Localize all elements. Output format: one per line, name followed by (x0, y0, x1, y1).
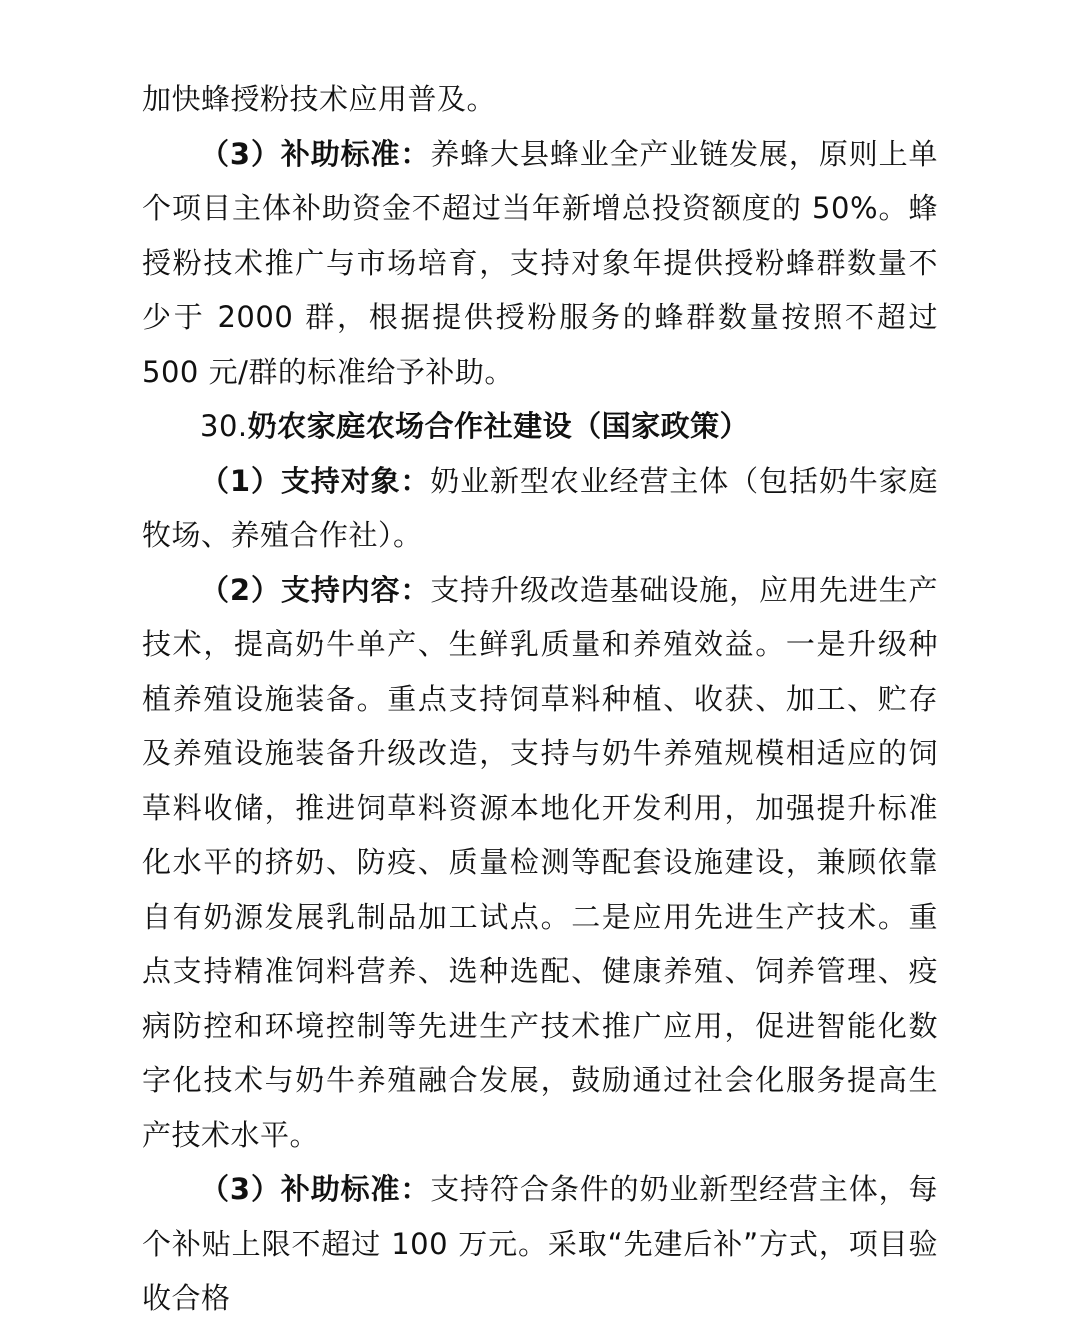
paragraph-2-subsidy-standard (142, 127, 938, 400)
section-heading-title: 奶农家庭农场合作社建设（国家政策） (247, 409, 750, 443)
paragraph-3-support-target (142, 454, 938, 563)
section-heading-30 (142, 399, 938, 454)
paragraph-3-lead: （1）支持对象： (200, 463, 431, 498)
paragraph-5-text: 支持符合条件的奶业新型经营主体，每个补贴上限不超过 100 万元。采取“先建后补”方式，项目验收合格 (142, 1172, 938, 1315)
paragraph-2-lead: （3）补助标准： (200, 136, 431, 171)
paragraph-4-support-content (142, 563, 938, 1163)
paragraph-3-text: 奶业新型农业经营主体（包括奶牛家庭牧场、养殖合作社）。 (142, 463, 938, 552)
paragraph-4-text: 支持升级改造基础设施，应用先进生产技术，提高奶牛单产、生鲜乳质量和养殖效益。一是升级种植养殖设施装备。重点支持饲草料种植、收获、加工、贮存及养殖设施装备升级改造，支持与奶牛养殖规模相适应的饲草料收储，推进饲草料资源本地化开发利用，加强提升标准化水平的挤奶、防疫、质量检测等配套设施建设，兼顾依靠自有奶源发展乳制品加工试点。二是应用先进生产技术。重点支持精准饲料营养、选种选配、健康养殖、饲养管理、疫病防控和环境控制等先进生产技术推广应用，促进智能化数字化技术与奶牛养殖融合发展，鼓励通过社会化服务提高生产技术水平。 (142, 572, 938, 1152)
paragraph-1-text: 加快蜂授粉技术应用普及。 (142, 82, 497, 116)
paragraph-1 (142, 72, 938, 127)
paragraph-2-text: 养蜂大县蜂业全产业链发展，原则上单个项目主体补助资金不超过当年新增总投资额度的 50%。蜂授粉技术推广与市场培育，支持对象年提供授粉蜂群数量不少于 2000 群，根据提供授粉服务的蜂群数量按照不超过 500 元/群的标准给予补助。 (142, 136, 938, 389)
section-heading-number: 30. (200, 409, 248, 443)
document-body (142, 72, 938, 1326)
paragraph-4-lead: （2）支持内容： (200, 572, 431, 607)
paragraph-5-lead: （3）补助标准： (200, 1172, 431, 1206)
paragraph-5-subsidy-standard (142, 1162, 938, 1326)
